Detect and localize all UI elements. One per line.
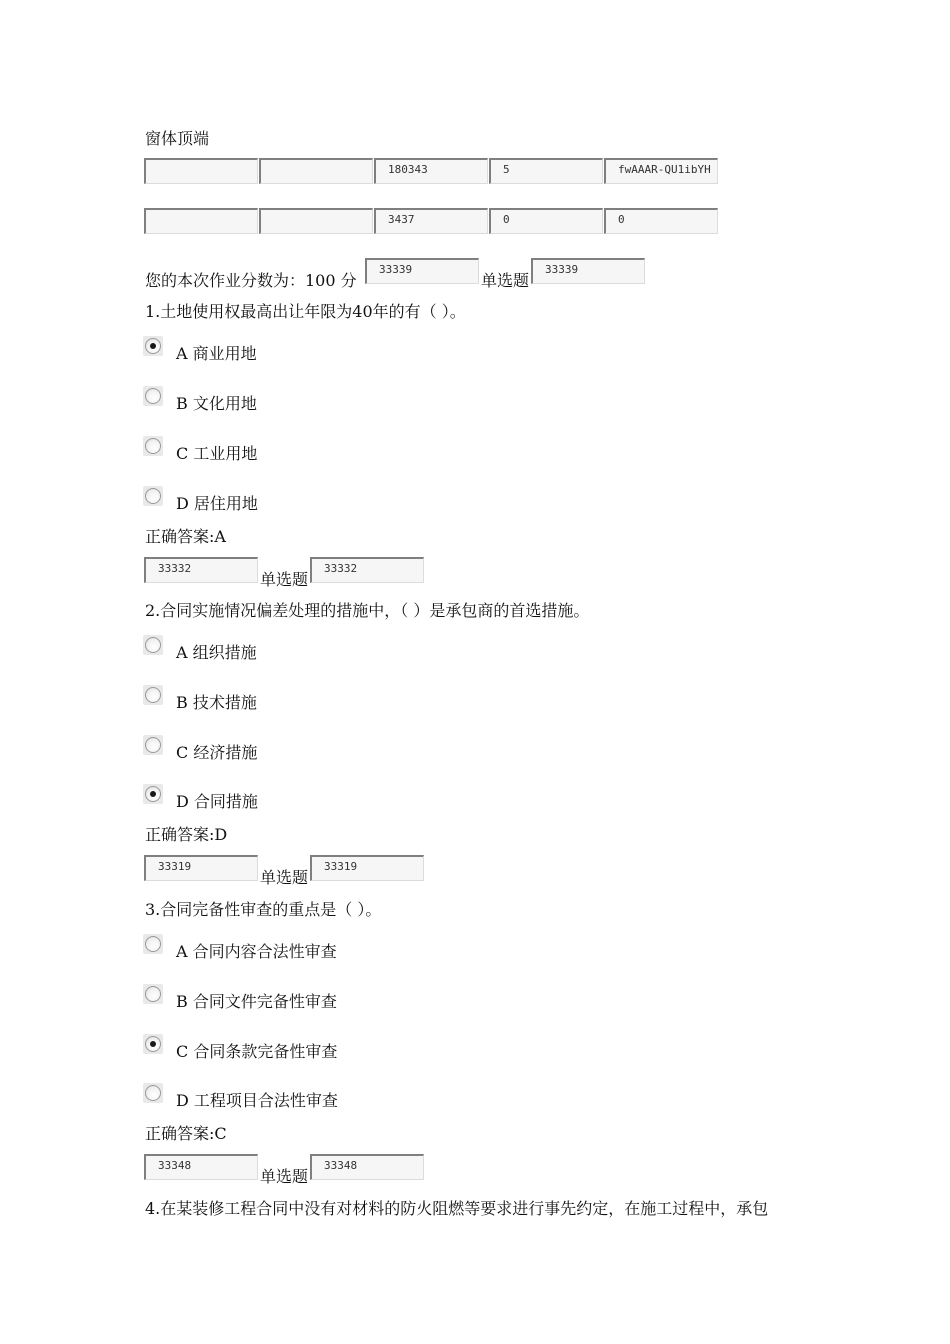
question-4-text: 4.在某装修工程合同中没有对材料的防火阻燃等要求进行事先约定，在施工过程中，承包	[145, 1199, 769, 1218]
hidden-field-r1-3[interactable]: 180343	[374, 158, 488, 184]
question-2-option-a-label: A 组织措施	[176, 643, 257, 662]
question-1-option-c-radio[interactable]	[145, 438, 161, 454]
hidden-field-r2-2[interactable]	[259, 208, 373, 234]
question-1-correct-answer: 正确答案:A	[145, 527, 226, 546]
hidden-field-r2-3[interactable]: 3437	[374, 208, 488, 234]
question-1-type-label: 单选题	[481, 271, 530, 290]
question-1-id-field-2[interactable]: 33339	[531, 258, 645, 284]
question-2-option-c-radio[interactable]	[145, 737, 161, 753]
question-4-id-field-1[interactable]: 33348	[144, 1154, 258, 1180]
question-3-option-a-label: A 合同内容合法性审查	[176, 942, 337, 961]
hidden-field-r1-4[interactable]: 5	[489, 158, 603, 184]
question-1-option-a-radio[interactable]	[145, 338, 161, 354]
question-1-option-d-radio[interactable]	[145, 488, 161, 504]
hidden-field-r2-1[interactable]	[144, 208, 258, 234]
question-2-option-d-label: D 合同措施	[176, 792, 258, 811]
question-1-option-a-label: A 商业用地	[176, 344, 257, 363]
question-3-text: 3.合同完备性审查的重点是（ ）。	[145, 900, 382, 919]
question-3-correct-answer: 正确答案:C	[145, 1124, 227, 1143]
question-2-option-b-radio[interactable]	[145, 687, 161, 703]
score-text: 您的本次作业分数为：100 分	[145, 271, 357, 290]
question-1-id-field-1[interactable]: 33339	[365, 258, 479, 284]
hidden-field-r2-4[interactable]: 0	[489, 208, 603, 234]
question-2-correct-answer: 正确答案:D	[145, 825, 228, 844]
question-2-option-a-radio[interactable]	[145, 637, 161, 653]
question-2-id-field-2[interactable]: 33332	[310, 557, 424, 583]
question-1-text: 1.土地使用权最高出让年限为40年的有（ ）。	[145, 302, 466, 321]
question-1-option-b-label: B 文化用地	[176, 394, 257, 413]
question-2-text: 2.合同实施情况偏差处理的措施中，（ ）是承包商的首选措施。	[145, 601, 590, 620]
question-2-option-b-label: B 技术措施	[176, 693, 257, 712]
question-4-type-label: 单选题	[260, 1167, 309, 1186]
question-4-id-field-2[interactable]: 33348	[310, 1154, 424, 1180]
hidden-field-r1-2[interactable]	[259, 158, 373, 184]
question-3-option-d-radio[interactable]	[145, 1085, 161, 1101]
question-2-option-d-radio[interactable]	[145, 786, 161, 802]
question-3-option-d-label: D 工程项目合法性审查	[176, 1091, 338, 1110]
question-1-option-c-label: C 工业用地	[176, 444, 258, 463]
hidden-field-r1-1[interactable]	[144, 158, 258, 184]
hidden-field-r2-5[interactable]: 0	[604, 208, 718, 234]
question-3-id-field-1[interactable]: 33319	[144, 855, 258, 881]
question-2-id-field-1[interactable]: 33332	[144, 557, 258, 583]
form-top-label: 窗体顶端	[145, 129, 210, 148]
question-3-option-c-label: C 合同条款完备性审查	[176, 1042, 338, 1061]
question-2-type-label: 单选题	[260, 570, 309, 589]
question-3-type-label: 单选题	[260, 868, 309, 887]
question-2-option-c-label: C 经济措施	[176, 743, 258, 762]
question-3-option-c-radio[interactable]	[145, 1036, 161, 1052]
question-1-option-d-label: D 居住用地	[176, 494, 258, 513]
hidden-field-r1-5[interactable]: fwAAAR-QU1ibYH	[604, 158, 718, 184]
question-3-option-a-radio[interactable]	[145, 936, 161, 952]
question-3-option-b-label: B 合同文件完备性审查	[176, 992, 337, 1011]
question-1-option-b-radio[interactable]	[145, 388, 161, 404]
question-3-id-field-2[interactable]: 33319	[310, 855, 424, 881]
question-3-option-b-radio[interactable]	[145, 986, 161, 1002]
